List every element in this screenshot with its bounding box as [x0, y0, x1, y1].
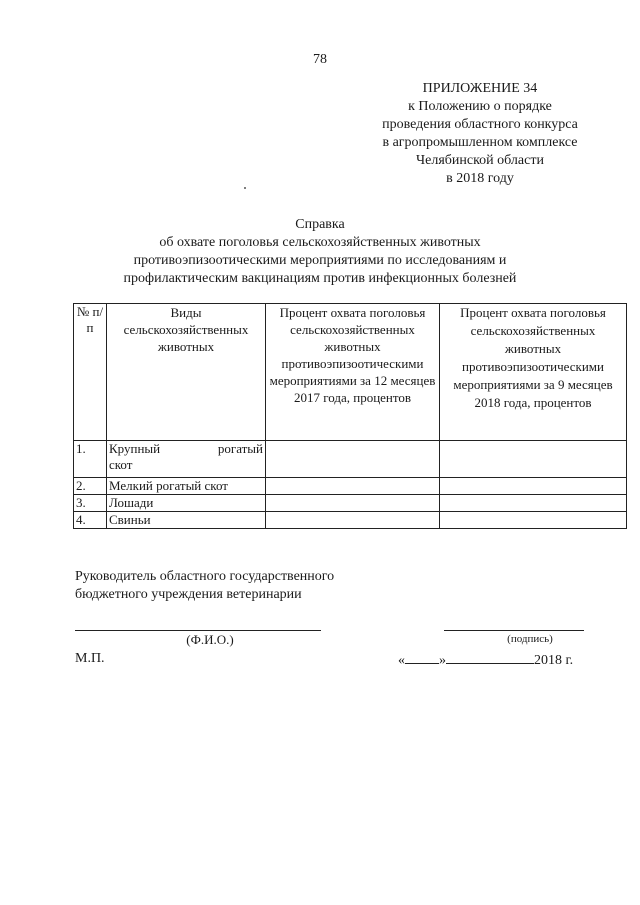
- table-row: [74, 495, 627, 512]
- row-coverage-2017-cell: [266, 512, 440, 529]
- document-subtitle-line: профилактическим вакцинациям против инфекционных болезней: [123, 271, 517, 286]
- table-row: [74, 512, 627, 529]
- appendix-line: в агропромышленном комплексе: [382, 135, 578, 150]
- document-subtitle-line: противоэпизоотическими мероприятиями по исследованиям и: [133, 253, 507, 268]
- header-coverage-2018: Процент охвата поголовья сельскохозяйственных животных противоэпизоотическими мероприятиями за 9 месяцев 2018 года, процентов: [440, 304, 627, 441]
- header-animal-kind: Виды сельскохозяйственных животных: [107, 304, 266, 441]
- row-coverage-2017-cell: [266, 478, 440, 495]
- row-number: 1.: [74, 441, 107, 478]
- row-coverage-2018-cell: [440, 495, 627, 512]
- date-year: 2018 г.: [534, 653, 574, 668]
- signature-line: [444, 630, 584, 631]
- row-coverage-2018-cell: [440, 478, 627, 495]
- header-coverage-2017: Процент охвата поголовья сельскохозяйственных животных противоэпизоотическими мероприятиями за 12 месяцев 2017 года, процентов: [266, 304, 440, 441]
- appendix-line: к Положению о порядке: [408, 99, 552, 114]
- row-coverage-2017-cell: [266, 495, 440, 512]
- row-animal-kind-word: рогатый: [217, 441, 263, 456]
- row-animal-kind: Мелкий рогатый скот: [107, 478, 266, 495]
- fio-signature-line: [75, 630, 321, 631]
- document-heading: [60, 216, 580, 288]
- fio-caption: (Ф.И.О.): [186, 632, 234, 647]
- date-day-blank: [405, 651, 439, 664]
- signature-caption: (подпись): [507, 633, 553, 645]
- row-coverage-2018-cell: [440, 441, 627, 478]
- row-animal-kind: [107, 441, 266, 478]
- appendix-line: проведения областного конкурса: [382, 117, 578, 132]
- row-animal-kind-word: скот: [109, 457, 133, 472]
- row-coverage-2018-cell: [440, 512, 627, 529]
- row-number: 2.: [74, 478, 107, 495]
- table-header-row: [74, 304, 627, 441]
- signer-line: Руководитель областного государственного: [75, 569, 335, 584]
- row-coverage-2017-cell: [266, 441, 440, 478]
- signer-title: [75, 568, 334, 604]
- appendix-line: ПРИЛОЖЕНИЕ 34: [422, 81, 538, 96]
- table-row: [74, 441, 627, 478]
- date-month-blank: [446, 651, 534, 664]
- page-number: 78: [313, 52, 327, 67]
- coverage-table: [73, 303, 627, 529]
- row-number: 3.: [74, 495, 107, 512]
- table-row: [74, 478, 627, 495]
- header-number: № п/п: [74, 304, 107, 441]
- date-field: [398, 651, 573, 669]
- row-animal-kind: Лошади: [107, 495, 266, 512]
- document-title: Справка: [295, 217, 345, 232]
- appendix-line: Челябинской области: [416, 153, 544, 168]
- row-number: 4.: [74, 512, 107, 529]
- date-open-quote: «: [398, 653, 405, 668]
- row-animal-kind: Свиньи: [107, 512, 266, 529]
- document-subtitle-line: об охвате поголовья сельскохозяйственных животных: [159, 235, 481, 250]
- appendix-line: в 2018 году: [446, 171, 514, 186]
- stamp-place-label: М.П.: [75, 651, 105, 666]
- signer-line: бюджетного учреждения ветеринарии: [75, 587, 302, 602]
- appendix-block: [360, 80, 600, 188]
- scan-speck: [244, 187, 246, 189]
- date-close-quote: »: [439, 653, 446, 668]
- row-animal-kind-word: Крупный: [109, 441, 161, 456]
